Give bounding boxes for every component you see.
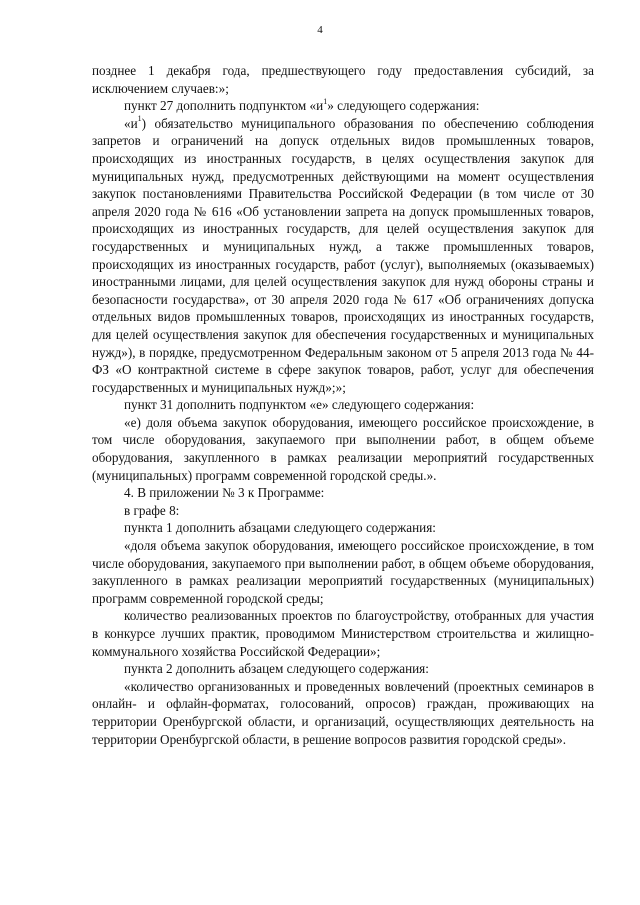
superscript: 1 [323, 96, 328, 106]
paragraph-text: пункта 2 дополнить абзацем следующего содержания: [124, 661, 429, 677]
paragraph-text: позднее 1 декабря года, предшествующего году предоставления субсидий, за исключением случаев:»; [92, 63, 594, 96]
text-fragment: «и [124, 115, 138, 131]
paragraph-text [92, 97, 594, 115]
paragraph-text: 4. В приложении № 3 к Программе: [124, 485, 325, 501]
paragraph-text: «количество организованных и проведенных вовлечений (проектных семинаров в онлайн- и офлайн-форматах, голосований, опросов) граждан, проживающих на территории Оренбургской области, и организаций, осуществляющих деятельность на территории Оренбургской области, в решение вопросов развития городской среды». [92, 678, 594, 747]
document-body [92, 62, 594, 748]
text-fragment: пункт 27 дополнить подпунктом «и [124, 98, 324, 114]
paragraph-text: количество реализованных проектов по благоустройству, отобранных для участия в конкурсе лучших практик, проводимом Министерством строительства и жилищно-коммунального хозяйства Российской Федерации»; [92, 608, 594, 659]
paragraph-text: «е) доля объема закупок оборудования, имеющего российское происхождение, в том числе оборудования, закупаемого при выполнении работ, в общем объеме оборудования, закупленного в рамках реализации мероприятий государственных (муниципальных) программ современной городской среды.». [92, 414, 594, 483]
page-number: 4 [317, 24, 323, 36]
paragraph-text: пункта 1 дополнить абзацами следующего содержания: [124, 520, 436, 536]
paragraph-text [92, 115, 594, 397]
paragraph-text: пункт 31 дополнить подпунктом «е» следующего содержания: [124, 397, 475, 413]
paragraph-text: «доля объема закупок оборудования, имеющего российское происхождение, в том числе оборудования, закупаемого при выполнении работ, в общем объеме оборудования, закупленного в рамках реализации мероприятий государственных (муниципальных) программ современной городской среды; [92, 538, 594, 606]
superscript: 1 [137, 114, 142, 124]
text-fragment: ) обязательство муниципального образования по обеспечению соблюдения запретов и ограничений на допуск отдельных видов промышленных товаров, происходящих из иностранных государств, в целях осуществления закупок для муниципальных нужд, предусмотренных действующими на момент осуществления закупок постановлениями Правительства Российской Федерации (в том числе от 30 апреля 2020 года № 616 «Об установлении запрета на допуск промышленных товаров, происходящих из иностранных государств, для целей осуществления закупок для государственных и муниципальных нужд, а также промышленных товаров, происходящих из иностранных государств, работ (услуг), выполняемых (оказываемых) иностранными лицами, для целей осуществления закупок для нужд обороны страны и безопасности государства», от 30 апреля 2020 года № 617 «Об ограничениях допуска отдельных видов промышленных товаров, происходящих из иностранных государств, для целей осуществления закупок для обеспечения государственных и муниципальных нужд»), в порядке, предусмотренном Федеральным законом от 5 апреля 2013 года № 44-ФЗ «О контрактной системе в сфере закупок товаров, работ, услуг для обеспечения государственных и муниципальных нужд»;»; [92, 115, 594, 395]
text-fragment: » следующего содержания: [327, 98, 480, 114]
paragraph-text: в графе 8: [124, 502, 180, 518]
